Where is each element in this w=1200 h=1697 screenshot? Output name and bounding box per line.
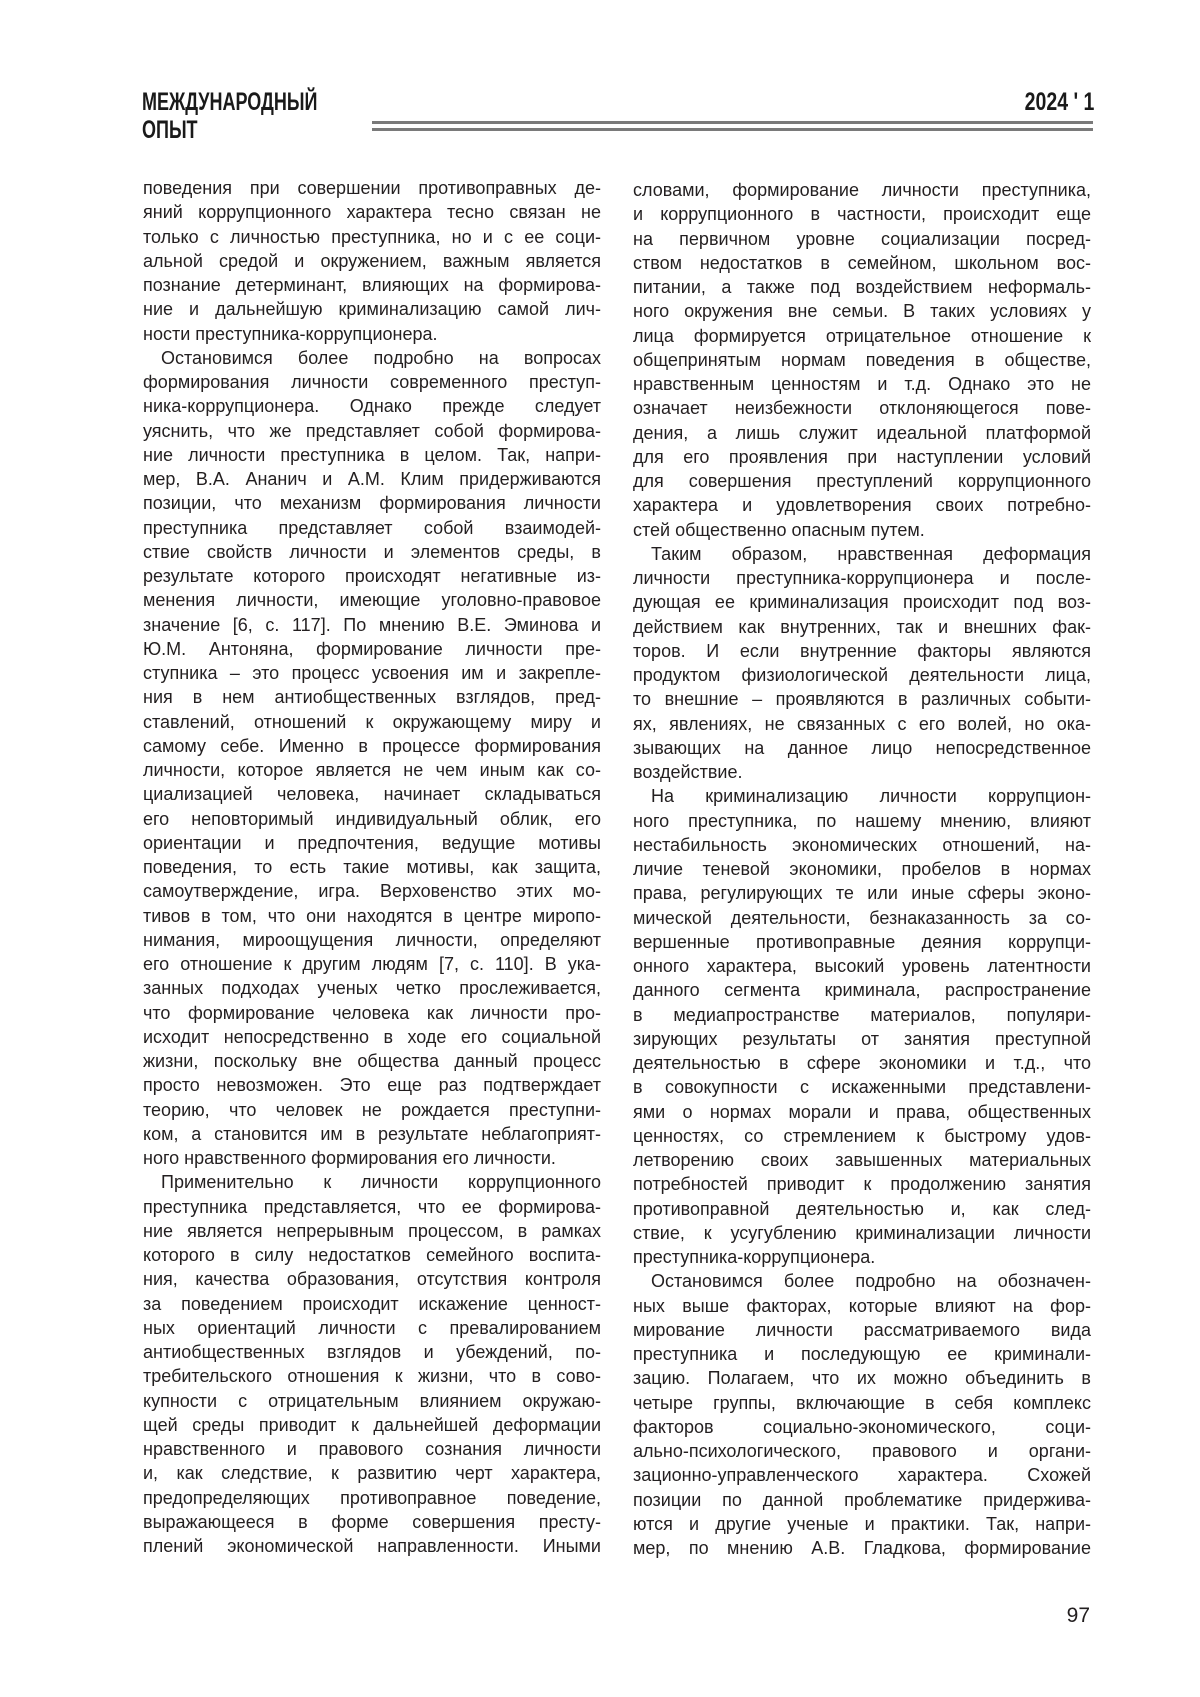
text-line: результате которого происходят негативные из- [143, 564, 601, 588]
text-line: познание детерминант, влияющих на формирова- [143, 273, 601, 297]
text-line: мер, по мнению А.В. Гладкова, формирование [633, 1536, 1091, 1560]
text-line: онного характера, высокий уровень латентности [633, 954, 1091, 978]
text-line: личности, которое является не чем иным как со- [143, 758, 601, 782]
text-line: купности с отрицательным влиянием окружаю- [143, 1389, 601, 1413]
text-line: общепринятым нормам поведения в обществе, [633, 348, 1091, 372]
text-line: альной средой и окружением, важным является [143, 249, 601, 273]
text-line: ориентации и предпочтения, ведущие мотивы [143, 831, 601, 855]
text-line: данного сегмента криминала, распространение [633, 978, 1091, 1002]
text-line: ние личности преступника в целом. Так, напри- [143, 443, 601, 467]
text-line: ством недостатков в семейном, школьном вос- [633, 251, 1091, 275]
text-line: действием как внутренних, так и внешних фак- [633, 615, 1091, 639]
text-line: продуктом физиологической деятельности лица, [633, 663, 1091, 687]
text-line: преступника и последующую ее криминали- [633, 1342, 1091, 1366]
text-line: Таким образом, нравственная деформация [633, 542, 1091, 566]
section-title-line-2: ОПЫТ [142, 116, 317, 144]
page-number: 97 [1067, 1604, 1090, 1628]
text-line: на первичном уровне социализации посред- [633, 227, 1091, 251]
text-line: права, регулирующих те или иные сферы эконо- [633, 881, 1091, 905]
text-line: просто невозможен. Это еще раз подтверждает [143, 1073, 601, 1097]
text-line: ствие свойств личности и элементов среды, в [143, 540, 601, 564]
text-line: дения, а лишь служит идеальной платформой [633, 421, 1091, 445]
text-line: в медиапространстве материалов, популяри- [633, 1003, 1091, 1027]
text-line: ного нравственного формирования его личности. [143, 1146, 601, 1170]
text-line: означает неизбежности отклоняющегося пове- [633, 396, 1091, 420]
text-line: мер, В.А. Ананич и А.М. Клим придерживаются [143, 467, 601, 491]
text-line: потребностей приводит к продолжению занятия [633, 1172, 1091, 1196]
journal-section-title [142, 88, 317, 144]
text-line: ние и дальнейшую криминализацию самой лич- [143, 297, 601, 321]
text-line: что формирование человека как личности про- [143, 1001, 601, 1025]
text-line: летворению своих завышенных материальных [633, 1148, 1091, 1172]
section-title-line-1: МЕЖДУНАРОДНЫЙ [142, 88, 317, 116]
paragraph [633, 178, 1091, 542]
text-line: которого в силу недостатков семейного воспита- [143, 1243, 601, 1267]
text-line: ности преступника-коррупционера. [143, 322, 601, 346]
text-line: нравственного и правового сознания личности [143, 1437, 601, 1461]
text-line: выражающееся в форме совершения престу- [143, 1510, 601, 1534]
text-line: в совокупности с искаженными представлени- [633, 1075, 1091, 1099]
text-line: уяснить, что же представляет собой формирова- [143, 419, 601, 443]
text-line: то внешние – проявляются в различных событи- [633, 687, 1091, 711]
text-line: ями о нормах морали и права, общественных [633, 1100, 1091, 1124]
text-line: вершенные противоправные деяния коррупци- [633, 930, 1091, 954]
text-line: ствие, к усугублению криминализации личности [633, 1221, 1091, 1245]
text-line: ных ориентаций личности с превалированием [143, 1316, 601, 1340]
text-line: его отношение к другим людям [7, с. 110]. В ука- [143, 952, 601, 976]
text-line: зирующих результаты от занятия преступной [633, 1027, 1091, 1051]
text-line: стей общественно опасным путем. [633, 518, 1091, 542]
text-line: яний коррупционного характера тесно связан не [143, 200, 601, 224]
text-line: самоутверждение, игра. Верховенство этих мо- [143, 879, 601, 903]
text-line: ных выше факторах, которые влияют на фор- [633, 1294, 1091, 1318]
text-line: жизни, поскольку вне общества данный процесс [143, 1049, 601, 1073]
text-line: ния, качества образования, отсутствия контроля [143, 1267, 601, 1291]
text-line: преступника представляет собой взаимодей- [143, 516, 601, 540]
text-line: зационно-управленческого характера. Схожей [633, 1463, 1091, 1487]
paragraph [143, 346, 601, 1171]
text-line: ника-коррупционера. Однако прежде следует [143, 394, 601, 418]
text-line: антиобщественных взглядов и убеждений, по- [143, 1340, 601, 1364]
text-line: формирования личности современного преступ- [143, 370, 601, 394]
text-line: его неповторимый индивидуальный облик, его [143, 807, 601, 831]
text-line: позиции по данной проблематике придержива- [633, 1488, 1091, 1512]
text-line: личности преступника-коррупционера и после- [633, 566, 1091, 590]
text-line: факторов социально-экономического, соци- [633, 1415, 1091, 1439]
paragraph [633, 542, 1091, 785]
text-line: зывающих на данное лицо непосредственное [633, 736, 1091, 760]
text-line: менения личности, имеющие уголовно-правовое [143, 588, 601, 612]
text-line: для его проявления при наступлении условий [633, 445, 1091, 469]
text-line: ценностях, со стремлением к быстрому удов- [633, 1124, 1091, 1148]
text-line: ния в нем антиобщественных взглядов, пред- [143, 685, 601, 709]
text-line: значение [6, с. 117]. По мнению В.Е. Эминова и [143, 613, 601, 637]
text-line: Остановимся более подробно на обозначен- [633, 1269, 1091, 1293]
text-line: Остановимся более подробно на вопросах [143, 346, 601, 370]
text-line: ступника – это процесс усвоения им и закрепле- [143, 661, 601, 685]
text-line: нестабильность экономических отношений, на- [633, 833, 1091, 857]
text-line: ного преступника, по нашему мнению, влияют [633, 809, 1091, 833]
text-line: На криминализацию личности коррупцион- [633, 784, 1091, 808]
text-line: преступника-коррупционера. [633, 1245, 1091, 1269]
text-line: воздействие. [633, 760, 1091, 784]
paragraph [143, 1170, 601, 1558]
text-line: ние является непрерывным процессом, в рамках [143, 1219, 601, 1243]
text-line: требительского отношения к жизни, что в сово- [143, 1364, 601, 1388]
text-line: и, как следствие, к развитию черт характера, [143, 1461, 601, 1485]
text-line: щей среды приводит к дальнейшей деформации [143, 1413, 601, 1437]
text-line: тивов в том, что они находятся в центре миропо- [143, 904, 601, 928]
text-line: занных подходах ученых четко прослеживается, [143, 976, 601, 1000]
text-line: для совершения преступлений коррупционного [633, 469, 1091, 493]
text-column-right [633, 178, 1091, 1560]
text-line: зацию. Полагаем, что их можно объединить в [633, 1366, 1091, 1390]
text-line: за поведением происходит искажение ценност- [143, 1292, 601, 1316]
text-line: поведения, то есть такие мотивы, как защита, [143, 855, 601, 879]
text-column-left [143, 176, 601, 1558]
text-line: теорию, что человек не рождается преступни- [143, 1098, 601, 1122]
text-line: характера и удовлетворения своих потребно- [633, 493, 1091, 517]
paragraph [633, 1269, 1091, 1560]
text-line: ком, а становится им в результате неблагоприят- [143, 1122, 601, 1146]
text-line: личие теневой экономики, пробелов в нормах [633, 857, 1091, 881]
header-rule-top [372, 121, 1093, 124]
text-line: ях, явлениях, не связанных с его волей, но ока- [633, 712, 1091, 736]
text-line: противоправной деятельностью и, как след- [633, 1197, 1091, 1221]
text-line: Применительно к личности коррупционного [143, 1170, 601, 1194]
text-line: лица формируется отрицательное отношение к [633, 324, 1091, 348]
text-line: плений экономической направленности. Иными [143, 1534, 601, 1558]
text-line: деятельностью в сфере экономики и т.д., что [633, 1051, 1091, 1075]
text-line: поведения при совершении противоправных де- [143, 176, 601, 200]
text-line: нравственным ценностям и т.д. Однако это не [633, 372, 1091, 396]
text-line: дующая ее криминализация происходит под воз- [633, 590, 1091, 614]
text-line: мирование личности рассматриваемого вида [633, 1318, 1091, 1342]
text-line: предопределяющих противоправное поведение, [143, 1486, 601, 1510]
text-line: ально-психологического, правового и органи- [633, 1439, 1091, 1463]
text-line: нимания, мироощущения личности, определяют [143, 928, 601, 952]
text-line: ставлений, отношений к окружающему миру и [143, 710, 601, 734]
text-line: словами, формирование личности преступника, [633, 178, 1091, 202]
text-line: питании, а также под воздействием неформаль- [633, 275, 1091, 299]
text-line: и коррупционного в частности, происходит еще [633, 202, 1091, 226]
text-line: самому себе. Именно в процессе формирования [143, 734, 601, 758]
text-line: Ю.М. Антоняна, формирование личности пре- [143, 637, 601, 661]
text-line: мической деятельности, безнаказанность за со- [633, 906, 1091, 930]
header-rule-bottom [372, 128, 1093, 131]
text-line: позиции, что механизм формирования личности [143, 491, 601, 515]
text-line: только с личностью преступника, но и с ее соци- [143, 225, 601, 249]
issue-number: 2024 ' 1 [1024, 88, 1094, 116]
text-line: ются и другие ученые и практики. Так, напри- [633, 1512, 1091, 1536]
text-line: исходит непосредственно в ходе его социальной [143, 1025, 601, 1049]
text-line: ного окружения вне семьи. В таких условиях у [633, 299, 1091, 323]
text-line: циализацией человека, начинает складываться [143, 782, 601, 806]
text-line: четыре группы, включающие в себя комплекс [633, 1391, 1091, 1415]
text-line: преступника представляется, что ее формирова- [143, 1195, 601, 1219]
paragraph [633, 784, 1091, 1269]
paragraph [143, 176, 601, 346]
text-line: торов. И если внутренние факторы являются [633, 639, 1091, 663]
